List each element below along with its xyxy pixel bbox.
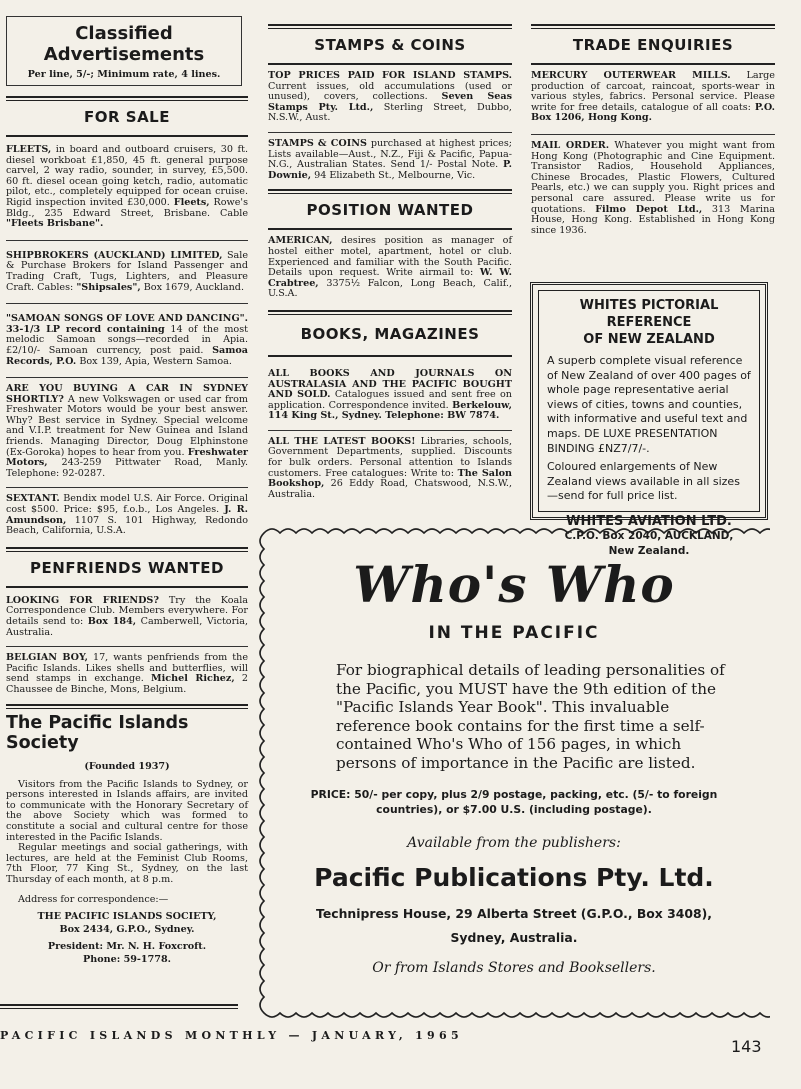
ad-top-prices-stamps: TOP PRICES PAID FOR ISLAND STAMPS. Current issues, old accumulations (used or unused), covers, collections. Seven Seas Stamps Pty. Ltd., Sterling Street, Dubbo, N.S.W., Aust.: [268, 70, 512, 124]
whos-who-address-2: Sydney, Australia.: [450, 929, 578, 945]
divider: [268, 63, 512, 65]
stamps-heading: STAMPS & COINS: [314, 36, 466, 54]
whos-who-ad: [258, 527, 770, 1018]
divider: [6, 586, 248, 588]
divider: [531, 24, 775, 29]
divider: [6, 487, 248, 488]
whites-address-2: New Zealand.: [608, 544, 690, 557]
ad-sextant: SEXTANT. Bendix model U.S. Air Force. Original cost $500. Price: $95, f.o.b., Los Angeles. J. R. Amundson, 1107 S. 101 Highway, Redondo Beach, California, U.S.A.: [6, 493, 248, 537]
society-address-label: Address for correspondence:—: [18, 893, 169, 905]
society-name: THE PACIFIC ISLANDS SOCIETY,: [37, 910, 217, 922]
society-title: The Pacific Islands Society: [6, 712, 189, 753]
whos-who-subtitle: IN THE PACIFIC: [428, 623, 600, 643]
whites-company: WHITES AVIATION LTD.: [566, 513, 732, 529]
divider: [6, 547, 248, 552]
society-box: Box 2434, G.P.O., Sydney.: [59, 923, 195, 935]
divider: [268, 189, 512, 194]
whos-who-price: PRICE: 50/- per copy, plus 2/9 postage, packing, etc. (5/- to foreign countries), or $7.00 U.S. (including postage).: [310, 787, 718, 816]
divider: [268, 310, 512, 315]
classified-header-box: [6, 16, 242, 86]
whites-title-1: WHITES PICTORIAL REFERENCE: [579, 298, 719, 330]
position-heading: POSITION WANTED: [306, 201, 474, 220]
ad-mercury-outerwear: MERCURY OUTERWEAR MILLS. Large production of carcoat, raincoat, sports-wear in various styles, fabrics. Personal service. Please write for free details, catalogue of all coats: P.O. Box 1206, Hong Kong.: [531, 70, 775, 124]
footer-text: PACIFIC ISLANDS MONTHLY — JANUARY, 1965: [0, 1029, 463, 1042]
whos-who-available: Available from the publishers:: [407, 834, 621, 851]
ad-koala-club: LOOKING FOR FRIENDS? Try the Koala Correspondence Club. Members everywhere. For details send to: Box 184, Camberwell, Victoria, Australia.: [6, 594, 249, 638]
ad-berkelouw: ALL BOOKS AND JOURNALS ON AUSTRALASIA AND THE PACIFIC BOUGHT AND SOLD. Catalogues issued and sent free on application. Correspondence invited. Berkelouw, 114 King St., Sydney. Telephone: BW 7874.: [268, 367, 512, 422]
divider: [6, 96, 248, 101]
whites-body: A superb complete visual reference of New Zealand of over 400 pages of whole page representative aerial views of cities, towns and counties, with informative and useful text and maps. DE LUXE PRESENTATION BINDING £NZ7/7/-.: [547, 354, 751, 455]
ad-salon-bookshop: ALL THE LATEST BOOKS! Libraries, schools, Government Departments, supplied. Discounts for bulk orders. Personal attention to Islands customers. Free catalogues: Write to: The Salon Bookshop, 26 Eddy Road, Chatswood, N.S.W., Australia.: [268, 435, 512, 500]
ad-american-manager: AMERICAN, desires position as manager of hostel either motel, apartment, hotel or club. Experienced and familiar with the South Pacific. Details upon request. Write airmail to: W. W. Crabtree, 3375½ Falcon, Long Beach, Calif., U.S.A.: [268, 235, 512, 300]
divider: [6, 704, 248, 709]
divider: [268, 355, 512, 357]
society-founded: (Founded 1937): [84, 760, 170, 772]
for-sale-heading: FOR SALE: [84, 108, 170, 126]
whites-address-1: C.P.O. Box 2040, AUCKLAND,: [564, 529, 734, 542]
society-president: President: Mr. N. H. Foxcroft.: [47, 940, 207, 952]
whos-who-address-1: Technipress House, 29 Alberta Street (G.P.O., Box 3408),: [316, 905, 712, 921]
whites-reference-inner: [538, 290, 760, 557]
column-right: [531, 24, 775, 236]
society-phone: Phone: 59-1778.: [83, 953, 171, 965]
penfriends-heading: PENFRIENDS WANTED: [30, 558, 224, 577]
society-para-2: Regular meetings and social gatherings, with lectures, are held at the Feminist Club Rooms, 7th Floor, 77 King St., Sydney, on the last Thursday of each month, at 8 p.m.: [6, 842, 248, 885]
ad-mail-order: MAIL ORDER. Whatever you might want from Hong Kong (Photographic and Cine Equipment. Transistor Radios, Household Appliances, Chinese Brocades, Plastic Flowers, Cultured Pearls, etc.) we can supply you. Right prices and personal care assured. Please write us for quotations. Filmo Depot Ltd., 313 Marina House, Hong Kong. Established in Hong Kong since 1936.: [531, 139, 775, 236]
divider: [531, 134, 775, 135]
divider: [531, 63, 775, 65]
whos-who-content: [298, 557, 730, 976]
ad-car-sydney: ARE YOU BUYING A CAR IN SYDNEY SHORTLY? A new Volkswagen or used car from Freshwater Motors would be your best answer. Why? Best service in Sydney. Special welcome and V.I.P. treatment for New Guinea and Island friends. Managing Director, Doug Elphinstone (Ex-Goroka) hopes to hear from you. Freshwater Motors, 243-259 Pittwater Road, Manly. Telephone: 92-0287.: [6, 383, 248, 479]
bottom-divider: [0, 1004, 238, 1009]
divider: [268, 132, 512, 133]
whos-who-title: Who's Who: [353, 555, 675, 614]
ad-fleets: FLEETS, in board and outboard cruisers, 30 ft. diesel workboat £1,850, 45 ft. general purpose carvel, 2 way radio, sounder, in survey, £5,500. 60 ft. diesel ocean going ketch, radio, automatic pilot, etc., completely equipped for ocean cruise. Rigid inspection invited £30,000. Fleets, Rowe's Bldg., 235 Edward Street, Brisbane. Cable "Fleets Brisbane".: [6, 144, 248, 230]
divider: [268, 228, 512, 230]
divider: [6, 377, 248, 378]
society-para-1: Visitors from the Pacific Islands to Sydney, or persons interested in Islands affairs, are invited to communicate with the Honorary Secretary of the above Society which was formed to constitute a social and cultural centre for those interested in the Pacific Islands.: [6, 778, 248, 843]
whites-title-2: OF NEW ZEALAND: [583, 332, 715, 347]
whites-body-2: Coloured enlargements of New Zealand views available in all sizes —send for full price list.: [547, 460, 740, 503]
classified-title: Classified Advertisements: [43, 23, 205, 65]
column-left: [6, 16, 248, 966]
trade-heading: TRADE ENQUIRIES: [572, 36, 734, 54]
classified-rate: Per line, 5/-; Minimum rate, 4 lines.: [27, 69, 221, 80]
ad-belgian-boy: BELGIAN BOY, 17, wants penfriends from the Pacific Islands. Likes shells and butterflies, will send stamps in exchange. Michel Richez, 2 Chaussee de Binche, Mons, Belgium.: [6, 652, 249, 695]
ad-stamps-coins-downie: STAMPS & COINS purchased at highest prices; Lists available—Aust., N.Z., Fiji & Pacific, Papua-N.G., Australian States. Send 1/- Postal Note. P. Downie, 94 Elizabeth St., Melbourne, Vic.: [268, 137, 512, 181]
divider: [6, 646, 248, 647]
ad-samoan-songs: "SAMOAN SONGS OF LOVE AND DANCING". 33-1/3 LP record containing 14 of the most melodic Samoan songs—recorded in Apia. £2/10/- Samoan currency, post paid. Samoa Records, P.O. Box 139, Apia, Western Samoa.: [6, 313, 248, 367]
whos-who-publisher: Pacific Publications Pty. Ltd.: [314, 862, 714, 892]
books-heading: BOOKS, MAGAZINES: [300, 324, 480, 343]
divider: [268, 24, 512, 29]
whos-who-body: For biographical details of leading personalities of the Pacific, you MUST have the 9th edition of the "Pacific Islands Year Book". This invaluable reference book contains for the first time a self-contained Who's Who of 156 pages, in which persons of importance in the Pacific are listed.: [336, 661, 725, 772]
ad-shipbrokers: SHIPBROKERS (AUCKLAND) LIMITED, Sale & Purchase Brokers for Island Passenger and Trading Craft, Tugs, Lighters, and Pleasure Craft. Cables: "Shipsales", Box 1679, Auckland.: [6, 249, 248, 293]
column-middle: [268, 20, 512, 500]
whos-who-or: Or from Islands Stores and Booksellers.: [372, 959, 656, 976]
page-number: 143: [731, 1037, 762, 1056]
divider: [6, 240, 248, 241]
whites-reference-ad: [530, 282, 768, 557]
divider: [6, 135, 248, 137]
divider: [268, 430, 512, 431]
divider: [6, 303, 248, 304]
